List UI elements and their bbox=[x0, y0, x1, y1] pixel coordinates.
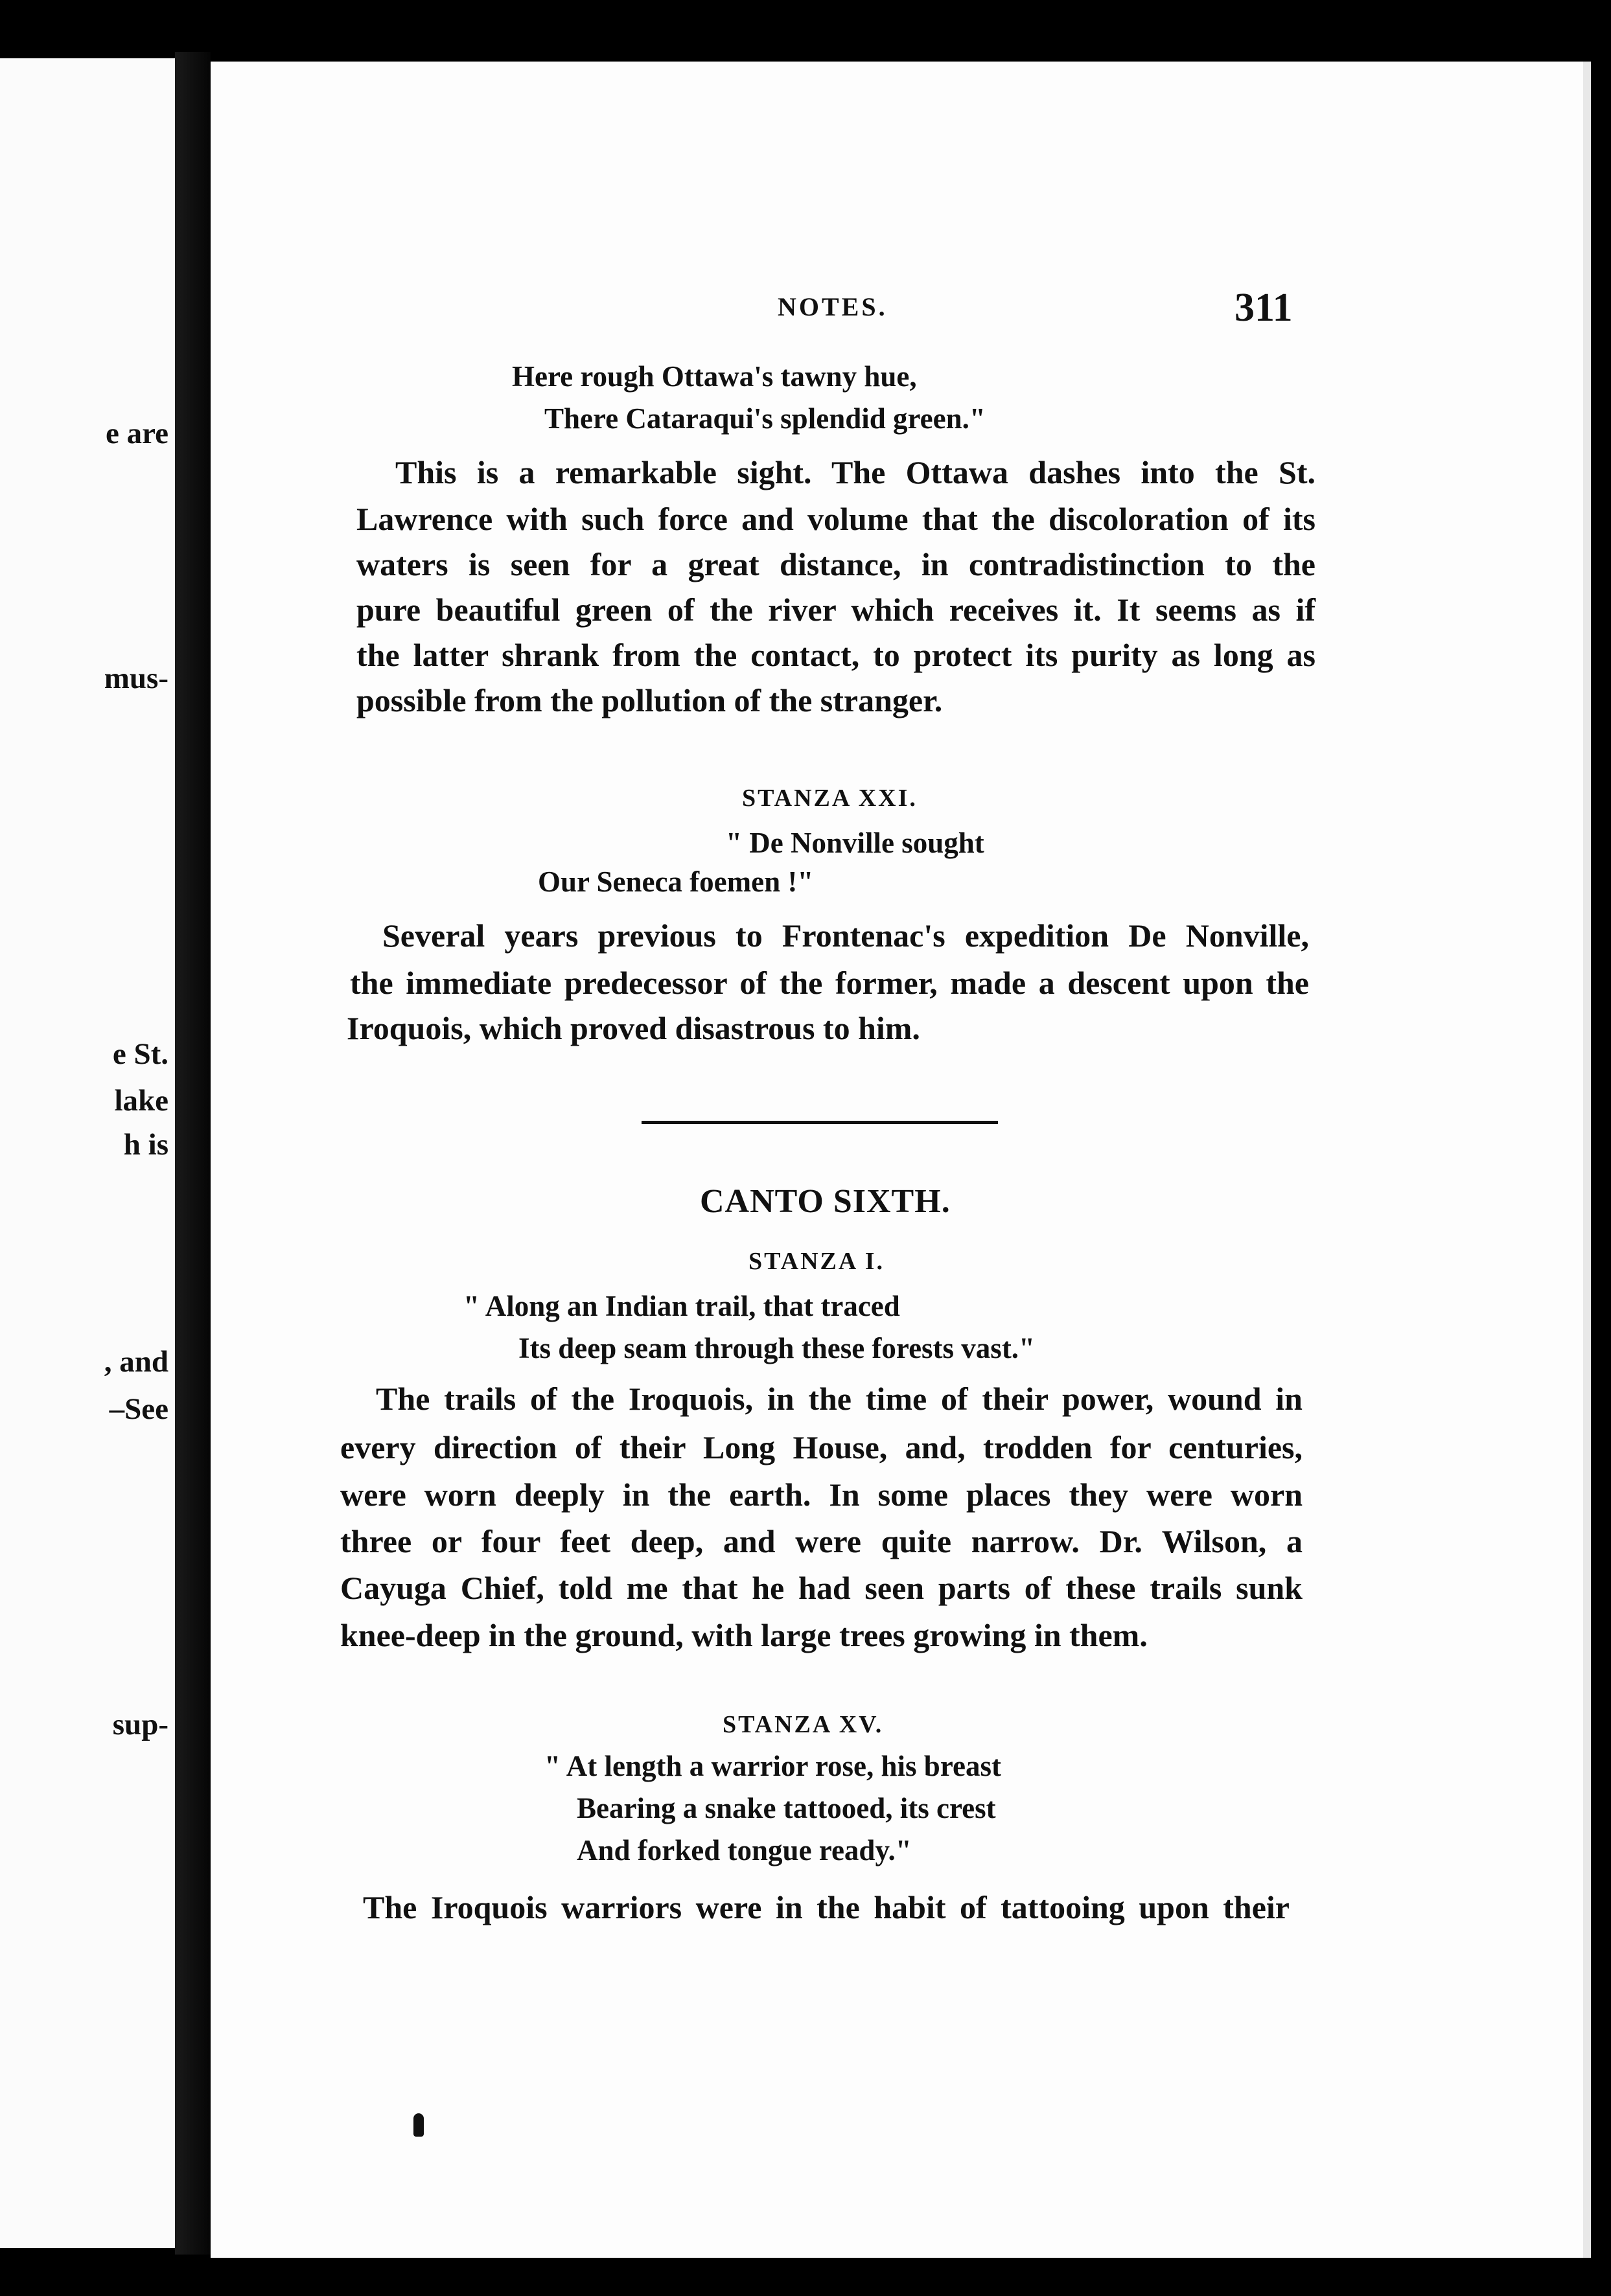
section-rule bbox=[642, 1121, 998, 1124]
facing-page-fragment: e are bbox=[106, 417, 168, 450]
verse-line: " At length a warrior rose, his breast bbox=[544, 1750, 1001, 1782]
verse-line: Its deep seam through these forests vast." bbox=[518, 1332, 1036, 1364]
facing-page-fragment: –See bbox=[109, 1392, 168, 1426]
facing-page-fragment: , and bbox=[104, 1345, 168, 1379]
prose-line: waters is seen for a great distance, in contradistinction to the bbox=[356, 546, 1315, 582]
prose-line: every direction of their Long House, and, trodden for centuries, bbox=[340, 1429, 1303, 1465]
page-number: 311 bbox=[1234, 286, 1293, 330]
stanza-heading: STANZA XXI. bbox=[742, 785, 918, 812]
verse-line: " De Nonville sought bbox=[726, 827, 984, 859]
verse-line: Bearing a snake tattooed, its crest bbox=[577, 1792, 996, 1824]
facing-page-fragment: sup- bbox=[112, 1708, 168, 1741]
prose-line: possible from the pollution of the stranger. bbox=[356, 682, 943, 718]
facing-page-fragment: lake bbox=[114, 1084, 168, 1118]
facing-page-fragment: mus- bbox=[104, 661, 168, 695]
ink-speck bbox=[413, 2113, 424, 2137]
prose-line: Cayuga Chief, told me that he had seen parts of these trails sunk bbox=[340, 1570, 1303, 1606]
prose-line: The Iroquois warriors were in the habit of tattooing upon their bbox=[363, 1889, 1290, 1925]
prose-line: the immediate predecessor of the former, made a descent upon the bbox=[350, 965, 1309, 1001]
prose-line: Iroquois, which proved disastrous to him. bbox=[347, 1010, 920, 1046]
verse-line: Our Seneca foemen !" bbox=[538, 866, 814, 898]
prose-line: Several years previous to Frontenac's expedition De Nonville, bbox=[382, 917, 1309, 954]
verse-line: There Cataraqui's splendid green." bbox=[544, 402, 986, 435]
prose-line: pure beautiful green of the river which receives it. It seems as if bbox=[356, 591, 1315, 628]
facing-page bbox=[0, 58, 175, 2248]
book-gutter bbox=[175, 52, 211, 2255]
prose-line: knee-deep in the ground, with large trees growing in them. bbox=[340, 1617, 1148, 1653]
canto-title: CANTO SIXTH. bbox=[700, 1183, 951, 1220]
prose-line: The trails of the Iroquois, in the time of their power, wound in bbox=[376, 1381, 1303, 1417]
prose-line: This is a remarkable sight. The Ottawa dashes into the St. bbox=[395, 454, 1315, 490]
prose-line: three or four feet deep, and were quite narrow. Dr. Wilson, a bbox=[340, 1523, 1303, 1559]
verse-line: " Along an Indian trail, that traced bbox=[463, 1290, 900, 1322]
stanza-heading: STANZA I. bbox=[748, 1248, 885, 1275]
prose-line: were worn deeply in the earth. In some places they were worn bbox=[340, 1476, 1303, 1513]
stanza-heading: STANZA XV. bbox=[723, 1711, 884, 1738]
facing-page-fragment: e St. bbox=[112, 1037, 168, 1071]
facing-page-fragment: h is bbox=[123, 1128, 168, 1162]
verse-line: Here rough Ottawa's tawny hue, bbox=[512, 360, 917, 393]
prose-line: Lawrence with such force and volume that the discoloration of its bbox=[356, 501, 1315, 537]
running-head: NOTES. bbox=[778, 292, 888, 321]
verse-line: And forked tongue ready." bbox=[577, 1834, 912, 1866]
prose-line: the latter shrank from the contact, to protect its purity as long as bbox=[356, 637, 1315, 673]
